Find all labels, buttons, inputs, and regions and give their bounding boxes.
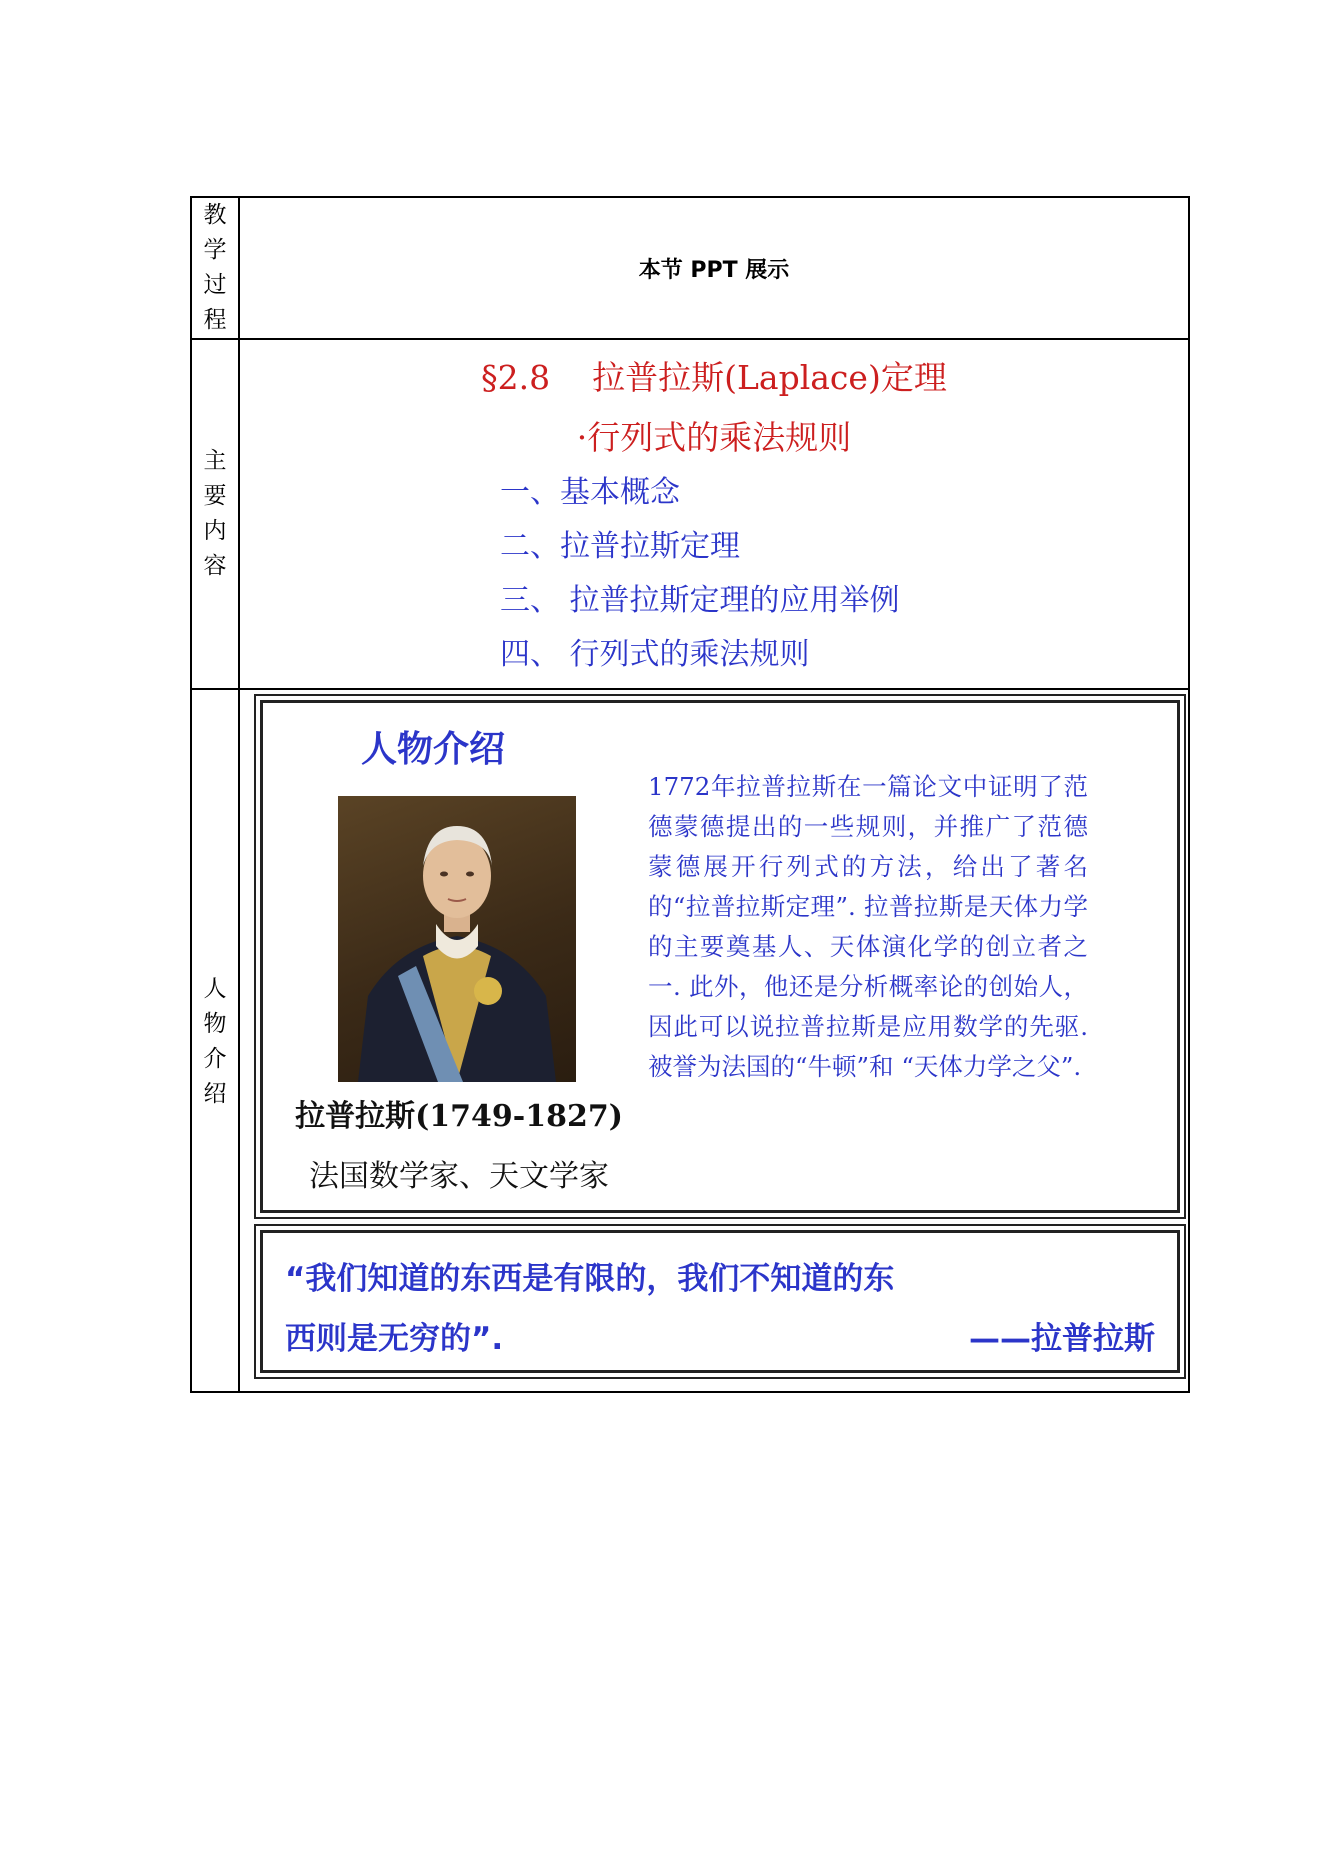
row-label-main-content [192,340,238,688]
quote-text [285,1249,1155,1369]
lesson-table [190,196,1190,1393]
quote-line-1: “我们知道的东西是有限的，我们不知道的东 [285,1261,895,1297]
quote-line-2-text: 西则是无穷的”. [285,1321,504,1357]
row-label-teaching-process [192,198,238,338]
row-label-text: 主要内容 [203,448,227,579]
quote-box [260,1230,1180,1373]
portrait-illustration [338,796,576,1082]
row-label-text: 教学过程 [203,202,227,333]
quote-author: ——拉普拉斯 [969,1321,1155,1357]
outline-list [500,468,900,684]
slide-contents [240,340,1188,688]
intro-heading: 人物介绍 [361,729,506,770]
person-intro-slide [260,700,1180,1213]
slide-subtitle: ·行列式的乘法规则 [576,418,852,457]
person-name: 拉普拉斯(1749-1827) [295,1099,623,1134]
quote-line-2 [285,1309,1155,1369]
row-label-text: 人物介绍 [203,975,227,1107]
row-label-person-intro [192,690,238,1393]
person-profession: 法国数学家、天文学家 [309,1159,609,1194]
ppt-display-heading: 本节 PPT 展示 [638,257,790,283]
outline-item: 二、拉普拉斯定理 [500,529,740,564]
person-biography: 1772年拉普拉斯在一篇论文中证明了范德蒙德提出的一些规则，并推广了范德蒙德展开行列式的方法，给出了著名的“拉普拉斯定理”. 拉普拉斯是天体力学的主要奠基人、天体演化学的创立者之一. 此外，他还是分析概率论的创始人，因此可以说拉普拉斯是应用数学的先驱. 被誉为法国的“牛顿”和 “天体力学之父”. [648,772,1088,1081]
person-intro-cell [240,690,1188,1393]
laplace-portrait-image [338,796,576,1082]
slide-title: §2.8 拉普拉斯(Laplace)定理 [481,358,947,397]
outline-item: 四、 行列式的乘法规则 [500,637,810,672]
outline-item: 三、 拉普拉斯定理的应用举例 [500,583,900,618]
outline-item: 一、基本概念 [500,475,680,510]
